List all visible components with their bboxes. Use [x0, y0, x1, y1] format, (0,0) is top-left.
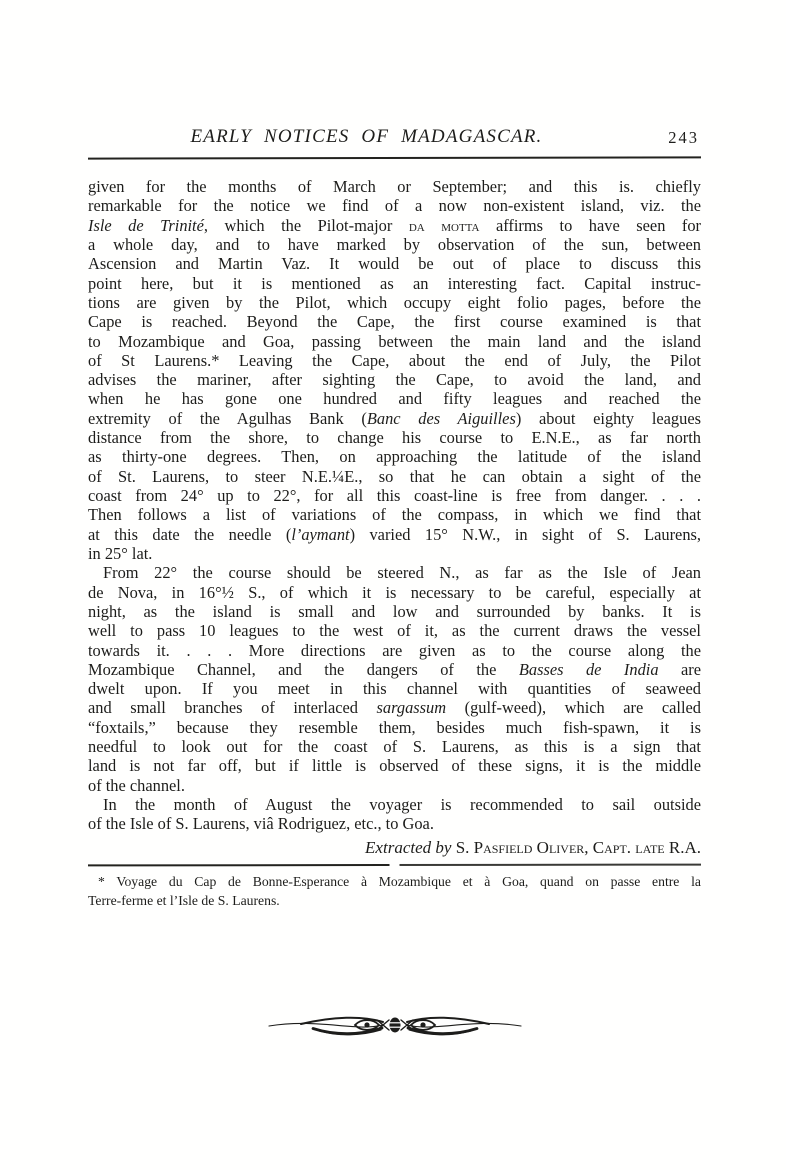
signature-line: Extracted by S. Pasfield Oliver, Capt. late R.A.: [365, 837, 701, 857]
running-head: [88, 126, 701, 154]
text-line: tions are given by the Pilot, which occupy eight folio pages, before the: [88, 292, 701, 312]
flourish-icon: [263, 1009, 527, 1041]
ornament-divider: [88, 1009, 701, 1046]
text-line: a whole day, and to have marked by observation of the sun, between: [88, 234, 701, 254]
text-line: of St. Laurens, to steer N.E.¼E., so that he can obtain a sight of the: [88, 466, 701, 486]
page-title: EARLY NOTICES OF MADAGASCAR.: [190, 126, 543, 147]
text-line: dwelt upon. If you meet in this channel with quantities of seaweed: [88, 679, 701, 699]
text-line: land is not far off, but if little is observed of these signs, it is the middle: [88, 756, 701, 776]
text-line: night, as the island is small and low and surrounded by banks. It is: [88, 601, 701, 621]
text-line: From 22° the course should be steered N., as far as the Isle of Jean: [103, 563, 701, 583]
text-line: advises the mariner, after sighting the Cape, to avoid the land, and: [88, 370, 701, 390]
text-line: of the Isle of S. Laurens, viâ Rodriguez, etc., to Goa.: [88, 814, 434, 834]
page-number: 243: [668, 128, 699, 147]
text-line: when he has gone one hundred and fifty leagues and reached the: [88, 389, 701, 409]
header-rule: [88, 156, 701, 159]
text-line: coast from 24° up to 22°, for all this coast-line is free from danger. . . .: [88, 486, 701, 505]
text-line: * Voyage du Cap de Bonne-Esperance à Mozambique et à Goa, quand on passe entre la: [98, 874, 701, 889]
text-line: Ascension and Martin Vaz. It would be out of place to discuss this: [88, 254, 701, 274]
text-line: remarkable for the notice we find of a now non-existent island, viz. the: [88, 196, 701, 216]
text-line: de Nova, in 16°½ S., of which it is necessary to be careful, especially at: [88, 582, 701, 602]
text-line: at this date the needle (l’aymant) varied 15° N.W., in sight of S. Laurens,: [88, 524, 701, 544]
article-body: [88, 177, 701, 859]
text-line: Then follows a list of variations of the compass, in which we find that: [88, 505, 701, 525]
text-line: point here, but it is mentioned as an interesting fact. Capital instruc-: [88, 273, 701, 293]
text-line: as thirty-one degrees. Then, on approaching the latitude of the island: [88, 447, 701, 467]
text-line: “foxtails,” because they resemble them, besides much fish-spawn, it is: [88, 717, 701, 737]
text-line: well to pass 10 leagues to the west of it, as the current draws the vessel: [88, 621, 701, 641]
text-line: needful to look out for the coast of S. Laurens, as this is a sign that: [88, 737, 701, 757]
text-line: Terre-ferme et l’Isle de S. Laurens.: [88, 893, 280, 908]
text-line: Isle de Trinité, which the Pilot-major da motta affirms to have seen for: [88, 215, 701, 235]
text-line: to Mozambique and Goa, passing between the main land and the island: [88, 331, 701, 351]
text-line: Cape is reached. Beyond the Cape, the first course examined is that: [88, 312, 701, 332]
text-line: of St Laurens.* Leaving the Cape, about the end of July, the Pilot: [88, 350, 701, 370]
footnote-rule: [88, 864, 701, 867]
text-line: towards it. . . . More directions are given as to the course along the: [88, 640, 701, 660]
text-line: of the channel.: [88, 775, 185, 795]
text-line: distance from the shore, to change his course to E.N.E., as far north: [88, 428, 701, 448]
text-line: given for the months of March or September; and this is. chiefly: [88, 177, 701, 196]
text-line: extremity of the Agulhas Bank (Banc des Aiguilles) about eighty leagues: [88, 408, 701, 428]
text-line: in 25° lat.: [88, 543, 153, 563]
text-line: Mozambique Channel, and the dangers of the Basses de India are: [88, 659, 701, 679]
footnote: [88, 872, 701, 910]
text-line: and small branches of interlaced sargassum (gulf-weed), which are called: [88, 698, 701, 718]
text-line: In the month of August the voyager is recommended to sail outside: [103, 795, 701, 814]
